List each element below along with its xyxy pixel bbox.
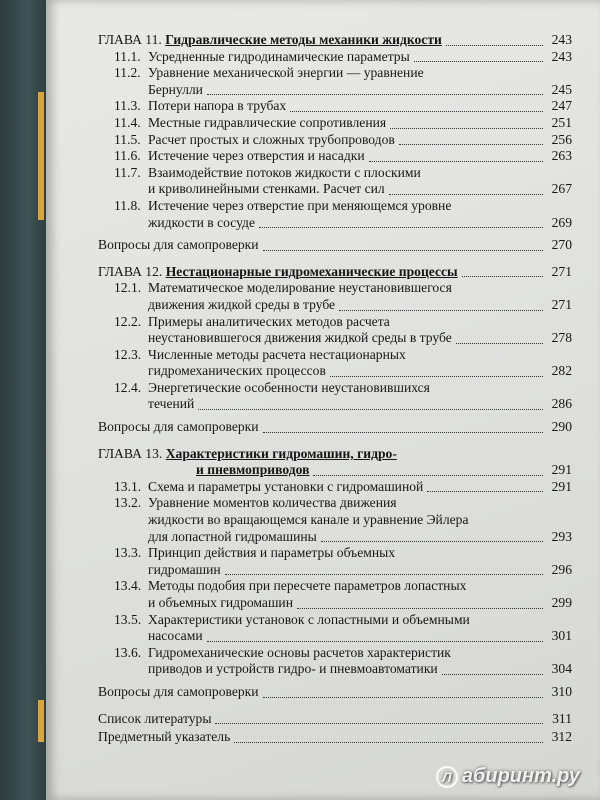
watermark-text: абиринт.ру	[461, 765, 580, 787]
toc-entry	[98, 529, 572, 546]
review-questions	[98, 237, 572, 254]
leader-dots	[390, 128, 543, 129]
toc-entry	[98, 645, 572, 662]
page-number: 278	[551, 330, 572, 346]
page-number: 267	[551, 181, 572, 197]
section-number: 12.4.	[114, 379, 142, 395]
leader-dots	[215, 723, 543, 724]
toc-entry	[98, 165, 572, 182]
section-number: 11.4.	[114, 114, 141, 130]
entry-text	[114, 495, 397, 512]
section-title-cont: движения жидкой среды в трубе	[148, 296, 336, 312]
entry-text	[114, 49, 410, 66]
section-title: Схема и параметры установки с гидромашиной	[148, 478, 424, 494]
chapter-block	[98, 32, 572, 254]
leader-dots	[234, 742, 543, 743]
review-questions	[98, 684, 572, 701]
entry-text	[114, 165, 421, 182]
toc-entry	[98, 198, 572, 215]
section-title-cont: неустановившегося движения жидкой среды в трубе	[148, 330, 452, 346]
page-number: 247	[551, 98, 572, 114]
leader-dots	[330, 376, 543, 377]
toc-entry	[98, 661, 572, 678]
section-title: Методы подобия при пересчете параметров лопастных	[148, 578, 467, 594]
section-title: Математическое моделирование неустановившегося	[148, 280, 452, 296]
entry-text	[114, 198, 451, 215]
chapter-block	[98, 264, 572, 436]
entry-text	[114, 612, 470, 629]
section-title: Уравнение механической энергии — уравнение	[148, 65, 424, 81]
leader-dots	[290, 111, 543, 112]
section-title: Энергетические особенности неустановившихся	[148, 379, 430, 395]
toc-entry	[98, 132, 572, 149]
page-number: 245	[551, 81, 572, 97]
entry-text	[114, 148, 365, 165]
section-number: 12.1.	[114, 280, 142, 296]
section-number: 11.8.	[114, 197, 141, 213]
toc-entry	[98, 82, 572, 99]
section-title-cont: течений	[148, 396, 195, 412]
table-of-contents	[98, 32, 572, 746]
page-number: 291	[551, 462, 572, 478]
toc-entry	[98, 595, 572, 612]
chapter-heading	[98, 446, 572, 463]
page-number: 299	[551, 595, 572, 610]
section-title-cont: жидкости в сосуде	[148, 214, 256, 230]
entry-text	[114, 347, 406, 364]
page-number: 270	[551, 237, 572, 253]
toc-entry	[98, 729, 572, 746]
chapter-label: ГЛАВА 13.	[98, 445, 163, 461]
section-title-cont: приводов и устройств гидро- и пневмоавтоматики	[148, 661, 438, 677]
section-number: 12.3.	[114, 346, 142, 362]
leader-dots	[427, 491, 543, 492]
chapter-label: ГЛАВА 11.	[98, 32, 162, 47]
entry-text: Список литературы	[98, 710, 212, 726]
watermark	[436, 765, 580, 788]
review-text: Вопросы для самопроверки	[98, 419, 259, 435]
page-number: 251	[551, 114, 572, 130]
leader-dots	[198, 409, 543, 410]
toc-entry	[98, 65, 572, 82]
entry-text	[114, 65, 424, 82]
page-number: 291	[551, 478, 572, 494]
leader-dots	[225, 574, 543, 575]
leader-dots	[414, 61, 543, 62]
toc-entry	[98, 380, 572, 397]
page-number: 293	[551, 528, 572, 544]
toc-entry	[98, 711, 572, 728]
leader-dots	[263, 432, 543, 433]
entry-text	[114, 314, 390, 331]
page-number: 301	[551, 628, 572, 644]
section-number: 11.6.	[114, 148, 141, 164]
page-number: 290	[551, 419, 572, 435]
section-title: Принцип действия и параметры объемных	[148, 545, 396, 561]
page-number: 271	[551, 263, 572, 279]
section-title: Численные методы расчета нестационарных	[148, 346, 406, 362]
entry-text	[114, 280, 452, 297]
section-number: 12.2.	[114, 313, 142, 329]
section-number: 11.5.	[114, 131, 141, 147]
chapter-heading-text	[98, 264, 458, 281]
page-number: 269	[551, 214, 572, 230]
toc-entry	[98, 115, 572, 132]
labirint-logo-icon: Л	[436, 766, 458, 788]
entry-text	[114, 132, 395, 149]
toc-entry	[98, 396, 572, 413]
entry-text	[114, 98, 286, 115]
chapter-heading-text	[98, 446, 397, 463]
section-title-cont: жидкости во вращающемся канале и уравнение Эйлера	[148, 512, 469, 528]
leader-dots	[263, 697, 543, 698]
entry-text	[114, 115, 386, 132]
section-number: 13.2.	[114, 495, 142, 511]
entry-text	[114, 578, 466, 595]
toc-entry	[98, 363, 572, 380]
page-number: 312	[551, 729, 572, 745]
page-number: 310	[551, 683, 572, 699]
toc-entry	[98, 49, 572, 66]
entry-text	[114, 479, 423, 496]
leader-dots	[456, 343, 543, 344]
chapter-heading-text	[98, 32, 442, 49]
section-title: Усредненные гидродинамические параметры	[148, 48, 410, 64]
toc-entry	[98, 330, 572, 347]
toc-entry	[98, 215, 572, 232]
page-number: 311	[552, 710, 572, 726]
toc-entry	[98, 148, 572, 165]
page-number: 263	[551, 148, 572, 164]
section-number: 13.3.	[114, 545, 142, 561]
leader-dots	[263, 250, 543, 251]
page-number: 243	[551, 48, 572, 64]
entry-text	[114, 545, 395, 562]
chapter-block	[98, 446, 572, 701]
leader-dots	[339, 310, 543, 311]
page-number: 304	[551, 661, 572, 677]
section-number: 11.7.	[114, 164, 141, 180]
section-title: Характеристики установок с лопастными и объемными	[148, 611, 470, 627]
toc-entry	[98, 98, 572, 115]
spine-marker-top	[38, 92, 44, 220]
section-title: Истечение через отверстие при меняющемся уровне	[148, 197, 452, 213]
leader-dots	[259, 227, 543, 228]
chapter-heading-cont	[98, 462, 572, 479]
section-title: Истечение через отверстия и насадки	[148, 148, 365, 164]
leader-dots	[207, 94, 543, 95]
page-number: 256	[551, 131, 572, 147]
section-title: Примеры аналитических методов расчета	[148, 313, 390, 329]
toc-entry	[98, 512, 572, 529]
section-title: Уравнение моментов количества движения	[148, 495, 397, 511]
section-title-cont: Бернулли	[148, 81, 203, 97]
book-spine	[0, 0, 46, 800]
section-title-cont: и объемных гидромашин	[148, 595, 293, 610]
page-number: 296	[551, 561, 572, 577]
section-title: Потери напора в трубах	[148, 98, 287, 114]
review-text: Вопросы для самопроверки	[98, 237, 259, 253]
leader-dots	[389, 194, 543, 195]
toc-entry	[98, 347, 572, 364]
leader-dots	[313, 475, 543, 476]
review-text: Вопросы для самопроверки	[98, 683, 259, 699]
page-number: 282	[551, 363, 572, 379]
leader-dots	[297, 608, 543, 609]
toc-entry	[98, 314, 572, 331]
toc-entry	[98, 181, 572, 198]
section-number: 11.3.	[114, 98, 141, 114]
section-title: Гидромеханические основы расчетов характеристик	[148, 644, 451, 660]
section-number: 11.1.	[114, 48, 141, 64]
leader-dots	[369, 161, 543, 162]
leader-dots	[446, 45, 543, 46]
toc-entry	[98, 612, 572, 629]
book-page	[46, 0, 600, 800]
page-number: 271	[551, 296, 572, 312]
section-title-cont: гидромашин	[148, 561, 221, 577]
toc-entry	[98, 578, 572, 595]
chapter-heading	[98, 264, 572, 281]
section-title-cont: насосами	[148, 628, 203, 644]
chapter-title: Нестационарные гидромеханические процессы	[165, 263, 458, 279]
entry-text	[114, 380, 430, 397]
toc-entry	[98, 297, 572, 314]
chapter-title: Характеристики гидромашин, гидро-	[165, 445, 397, 461]
toc-entry	[98, 280, 572, 297]
section-title: Расчет простых и сложных трубопроводов	[148, 131, 395, 147]
entry-text	[114, 645, 451, 662]
section-number: 13.5.	[114, 611, 142, 627]
review-questions	[98, 419, 572, 436]
page-number: 286	[551, 396, 572, 412]
chapter-label: ГЛАВА 12.	[98, 263, 163, 279]
toc-entry	[98, 545, 572, 562]
chapter-title-cont: и пневмоприводов	[196, 462, 310, 478]
leader-dots	[442, 674, 543, 675]
leader-dots	[321, 541, 543, 542]
spine-marker-bottom	[38, 700, 44, 742]
page-number: 243	[551, 32, 572, 47]
toc-entry	[98, 479, 572, 496]
section-number: 11.2.	[114, 65, 141, 81]
section-title-cont: гидромеханических процессов	[148, 363, 326, 379]
section-number: 13.4.	[114, 578, 142, 594]
leader-dots	[462, 276, 543, 277]
leader-dots	[399, 144, 543, 145]
entry-text: Предметный указатель	[98, 729, 231, 745]
section-title-cont: и криволинейными стенками. Расчет сил	[148, 181, 385, 197]
section-title-cont: для лопастной гидромашины	[148, 528, 317, 544]
toc-entry	[98, 562, 572, 579]
section-title: Местные гидравлические сопротивления	[148, 114, 387, 130]
toc-entry	[98, 628, 572, 645]
chapter-title: Гидравлические методы механики жидкости	[165, 32, 442, 47]
toc-entry	[98, 495, 572, 512]
chapter-heading	[98, 32, 572, 49]
section-number: 13.1.	[114, 478, 142, 494]
section-title: Взаимодействие потоков жидкости с плоскими	[148, 164, 421, 180]
section-number: 13.6.	[114, 644, 142, 660]
leader-dots	[207, 641, 543, 642]
